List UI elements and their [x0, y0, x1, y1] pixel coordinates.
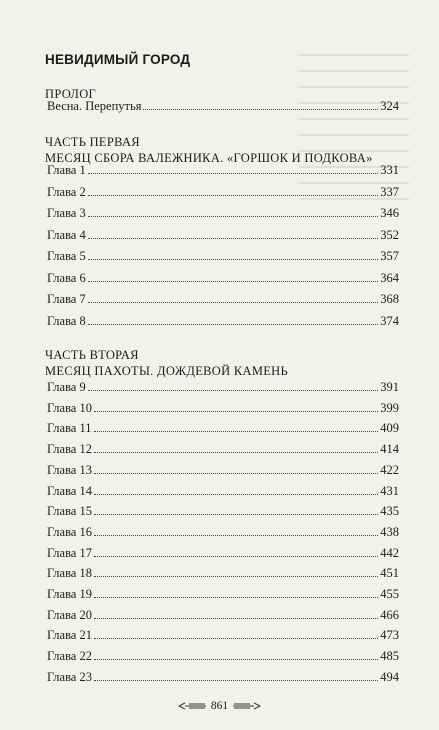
toc-entry-label: Глава 2 [47, 184, 86, 199]
toc-entry [47, 182, 399, 200]
toc-entry-label: Глава 17 [47, 545, 92, 560]
dot-leader [94, 452, 378, 453]
toc-entry-label: Глава 14 [47, 483, 92, 498]
toc-entry-page: 414 [380, 442, 399, 457]
left-ornament-icon [177, 701, 207, 711]
toc-entry-label: Глава 8 [47, 313, 86, 328]
toc-entry [47, 439, 399, 457]
toc-entry-page: 422 [380, 462, 399, 477]
dot-leader [94, 431, 379, 432]
toc-entry-label: Глава 18 [47, 566, 92, 581]
toc-entry [47, 625, 399, 643]
toc-entry [47, 418, 399, 436]
dot-leader [94, 514, 378, 515]
dot-leader [88, 302, 379, 303]
toc-entry [47, 563, 399, 581]
toc-entry [47, 481, 399, 499]
toc-entry-page: 374 [380, 313, 399, 328]
toc-entry-page: 451 [380, 566, 399, 581]
toc-entry [47, 246, 399, 264]
toc-entry [47, 501, 399, 519]
dot-leader [94, 618, 378, 619]
toc-entry [47, 543, 399, 561]
dot-leader [94, 535, 378, 536]
dot-leader [94, 597, 378, 598]
part2-heading-line1: ЧАСТЬ ВТОРАЯ [45, 348, 139, 362]
dot-leader [94, 659, 378, 660]
dot-leader [88, 324, 379, 325]
toc-entry [47, 96, 399, 114]
toc-entry-page: 346 [380, 206, 399, 220]
toc-entry-page: 438 [380, 524, 399, 539]
toc-entry-page: 409 [380, 421, 399, 436]
toc-entry-page: 466 [380, 607, 399, 622]
toc-entry-label: Глава 10 [47, 400, 92, 415]
toc-entry [47, 160, 399, 178]
toc-entry [47, 289, 399, 307]
page-number: 861 [210, 700, 229, 712]
part1-heading-line2: МЕСЯЦ СБОРА ВАЛЕЖНИКА. «ГОРШОК И ПОДКОВА» [45, 151, 373, 165]
toc-entry [47, 268, 399, 286]
toc-entry-page: 337 [380, 184, 399, 199]
toc-entry-page: 324 [380, 99, 399, 113]
toc-entry [47, 225, 399, 243]
dot-leader [88, 238, 379, 239]
toc-entry-label: Глава 9 [47, 380, 86, 394]
toc-entry-label: Глава 13 [47, 462, 92, 477]
toc-entry-label: Глава 20 [47, 607, 92, 622]
toc-entry [47, 311, 399, 329]
toc-entry [47, 584, 399, 602]
dot-leader [88, 390, 379, 391]
dot-leader [88, 259, 379, 260]
dot-leader [88, 195, 379, 196]
dot-leader [143, 109, 378, 110]
toc-entry [47, 605, 399, 623]
toc-entry-label: Глава 16 [47, 524, 92, 539]
dot-leader [88, 216, 379, 217]
toc-entry-label: Глава 23 [47, 669, 92, 684]
dot-leader [94, 473, 378, 474]
toc-entry-page: 391 [380, 380, 399, 394]
toc-entry-label: Глава 1 [47, 163, 86, 177]
toc-entry [47, 398, 399, 416]
dot-leader [94, 411, 378, 412]
dot-leader [88, 173, 379, 174]
toc-entry-label: Глава 12 [47, 442, 92, 457]
toc-entry-page: 364 [380, 270, 399, 285]
prolog-heading: ПРОЛОГ [45, 87, 97, 101]
toc-entry-label: Весна. Перепутья [47, 99, 142, 113]
dot-leader [94, 576, 378, 577]
toc-entry-page: 352 [380, 227, 399, 242]
part2-heading-line2: МЕСЯЦ ПАХОТЫ. ДОЖДЕВОЙ КАМЕНЬ [45, 364, 288, 378]
book-title: НЕВИДИМЫЙ ГОРОД [45, 52, 191, 67]
toc-entry-label: Глава 3 [47, 206, 86, 220]
toc-entry-label: Глава 5 [47, 249, 86, 263]
toc-entry-page: 494 [380, 669, 399, 684]
toc-entry-page: 455 [380, 587, 399, 601]
dot-leader [94, 494, 378, 495]
page-footer [0, 700, 439, 712]
toc-entry-page: 431 [380, 483, 399, 498]
toc-entry-page: 331 [380, 163, 399, 177]
toc-entry-label: Глава 11 [47, 421, 92, 436]
toc-entry-page: 399 [380, 400, 399, 415]
dot-leader [94, 680, 378, 681]
dot-leader [88, 281, 379, 282]
toc-entry-label: Глава 4 [47, 227, 86, 242]
dot-leader [94, 556, 378, 557]
toc-entry-page: 442 [380, 545, 399, 560]
toc-entry-page: 485 [380, 649, 399, 664]
toc-entry [47, 667, 399, 685]
dot-leader [94, 638, 378, 639]
toc-entry-label: Глава 19 [47, 587, 92, 601]
toc-entry [47, 522, 399, 540]
toc-entry-label: Глава 22 [47, 649, 92, 664]
toc-entry [47, 646, 399, 664]
toc-entry-page: 435 [380, 504, 399, 519]
toc-entry-page: 473 [380, 628, 399, 643]
toc-entry-label: Глава 6 [47, 270, 86, 285]
toc-entry-label: Глава 7 [47, 292, 86, 306]
part1-heading-line1: ЧАСТЬ ПЕРВАЯ [45, 135, 140, 149]
toc-entry [47, 203, 399, 221]
toc-entry-page: 368 [380, 292, 399, 306]
toc-entry [47, 460, 399, 478]
toc-entry-label: Глава 21 [47, 628, 92, 643]
right-ornament-icon [232, 701, 262, 711]
toc-entry-page: 357 [380, 249, 399, 263]
part2-heading [45, 347, 288, 379]
toc-entry [47, 377, 399, 395]
toc-entry-label: Глава 15 [47, 504, 92, 519]
